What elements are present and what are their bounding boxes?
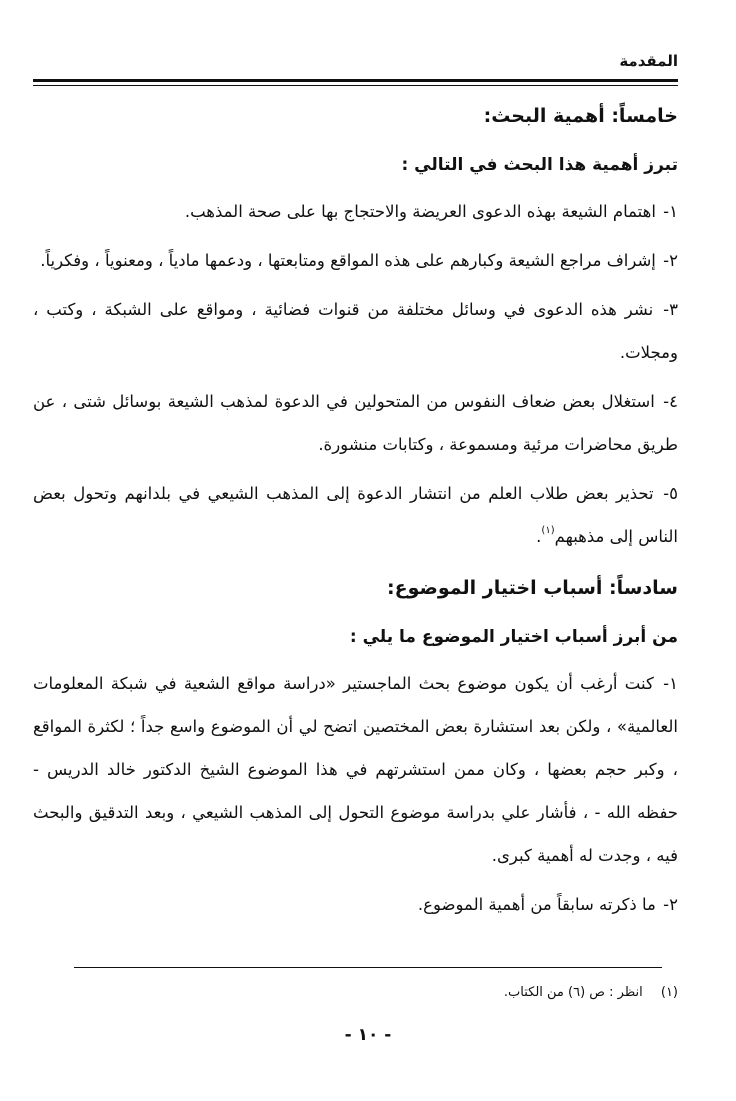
list-item [33, 883, 678, 926]
page-number: - ١٠ - [344, 1025, 392, 1045]
section-heading-importance: خامساً: أهمية البحث: [483, 105, 678, 127]
section-intro-reasons: من أبرز أسباب اختيار الموضوع ما يلي : [349, 627, 678, 647]
header-rule-thin [33, 85, 678, 86]
list-text: اهتمام الشيعة بهذه الدعوى العريضة والاحتجاج بها على صحة المذهب. [184, 202, 656, 221]
list-item [33, 288, 678, 374]
list-text: إشراف مراجع الشيعة وكبارهم على هذه المواقع ومتابعتها ، ودعمها مادياً ، ومعنوياً ، وفكرياً. [40, 251, 656, 270]
list-text-end: . [536, 527, 542, 546]
body-text [33, 92, 678, 932]
list-text: ما ذكرته سابقاً من أهمية الموضوع. [417, 895, 656, 914]
footnote-separator [74, 967, 662, 968]
running-header: المقدمة [619, 52, 678, 70]
list-text: نشر هذه الدعوى في وسائل مختلفة من قنوات فضائية ، ومواقع على الشبكة ، وكتب ، ومجلات. [33, 300, 678, 362]
list-text: استغلال بعض ضعاف النفوس من المتحولين في الدعوة لمذهب الشيعة بوسائل شتى ، عن طريق محاضرات مرئية ومسموعة ، وكتابات منشورة. [33, 392, 678, 454]
list-item [33, 239, 678, 282]
list-text: كنت أرغب أن يكون موضوع بحث الماجستير «دراسة مواقع الشعية في شبكة المعلومات العالمية» ، ولكن بعد استشارة بعض المختصين اتضح لي أن الموضوع واسع جداً ؛ لكثرة المواقع ، وكبر حجم بعضها ، وكان ممن استشرتهم في هذا الموضوع الشيخ الدكتور خالد الدريس - حفظه الله - ، فأشار علي بدراسة موضوع التحول إلى المذهب الشيعي ، وبعد التدقيق والبحث فيه ، وجدت له أهمية كبرى. [33, 674, 678, 865]
list-number: ٢- [663, 251, 678, 270]
section-heading-reasons: سادساً: أسباب اختيار الموضوع: [387, 577, 678, 599]
list-number: ٢- [663, 895, 678, 914]
list-number: ٥- [663, 484, 678, 503]
list-item [33, 472, 678, 558]
list-number: ٤- [663, 392, 679, 411]
section-intro-importance: تبرز أهمية هذا البحث في التالي : [401, 155, 678, 175]
list-number: ١- [663, 202, 678, 221]
list-item [33, 662, 678, 877]
list-number: ٣- [663, 300, 679, 319]
footnote-number: (١) [660, 985, 678, 1000]
list-text: تحذير بعض طلاب العلم من انتشار الدعوة إلى المذهب الشيعي في بلدانهم وتحول بعض الناس إلى مذهبهم [33, 484, 678, 546]
footnote [58, 985, 678, 1000]
header-rule-thick [33, 79, 678, 82]
list-number: ١- [663, 674, 678, 693]
list-item [33, 380, 678, 466]
footnote-text: انظر : ص (٦) من الكتاب. [503, 985, 643, 1000]
footnote-reference[interactable]: (١) [541, 525, 555, 536]
list-item [33, 190, 678, 233]
